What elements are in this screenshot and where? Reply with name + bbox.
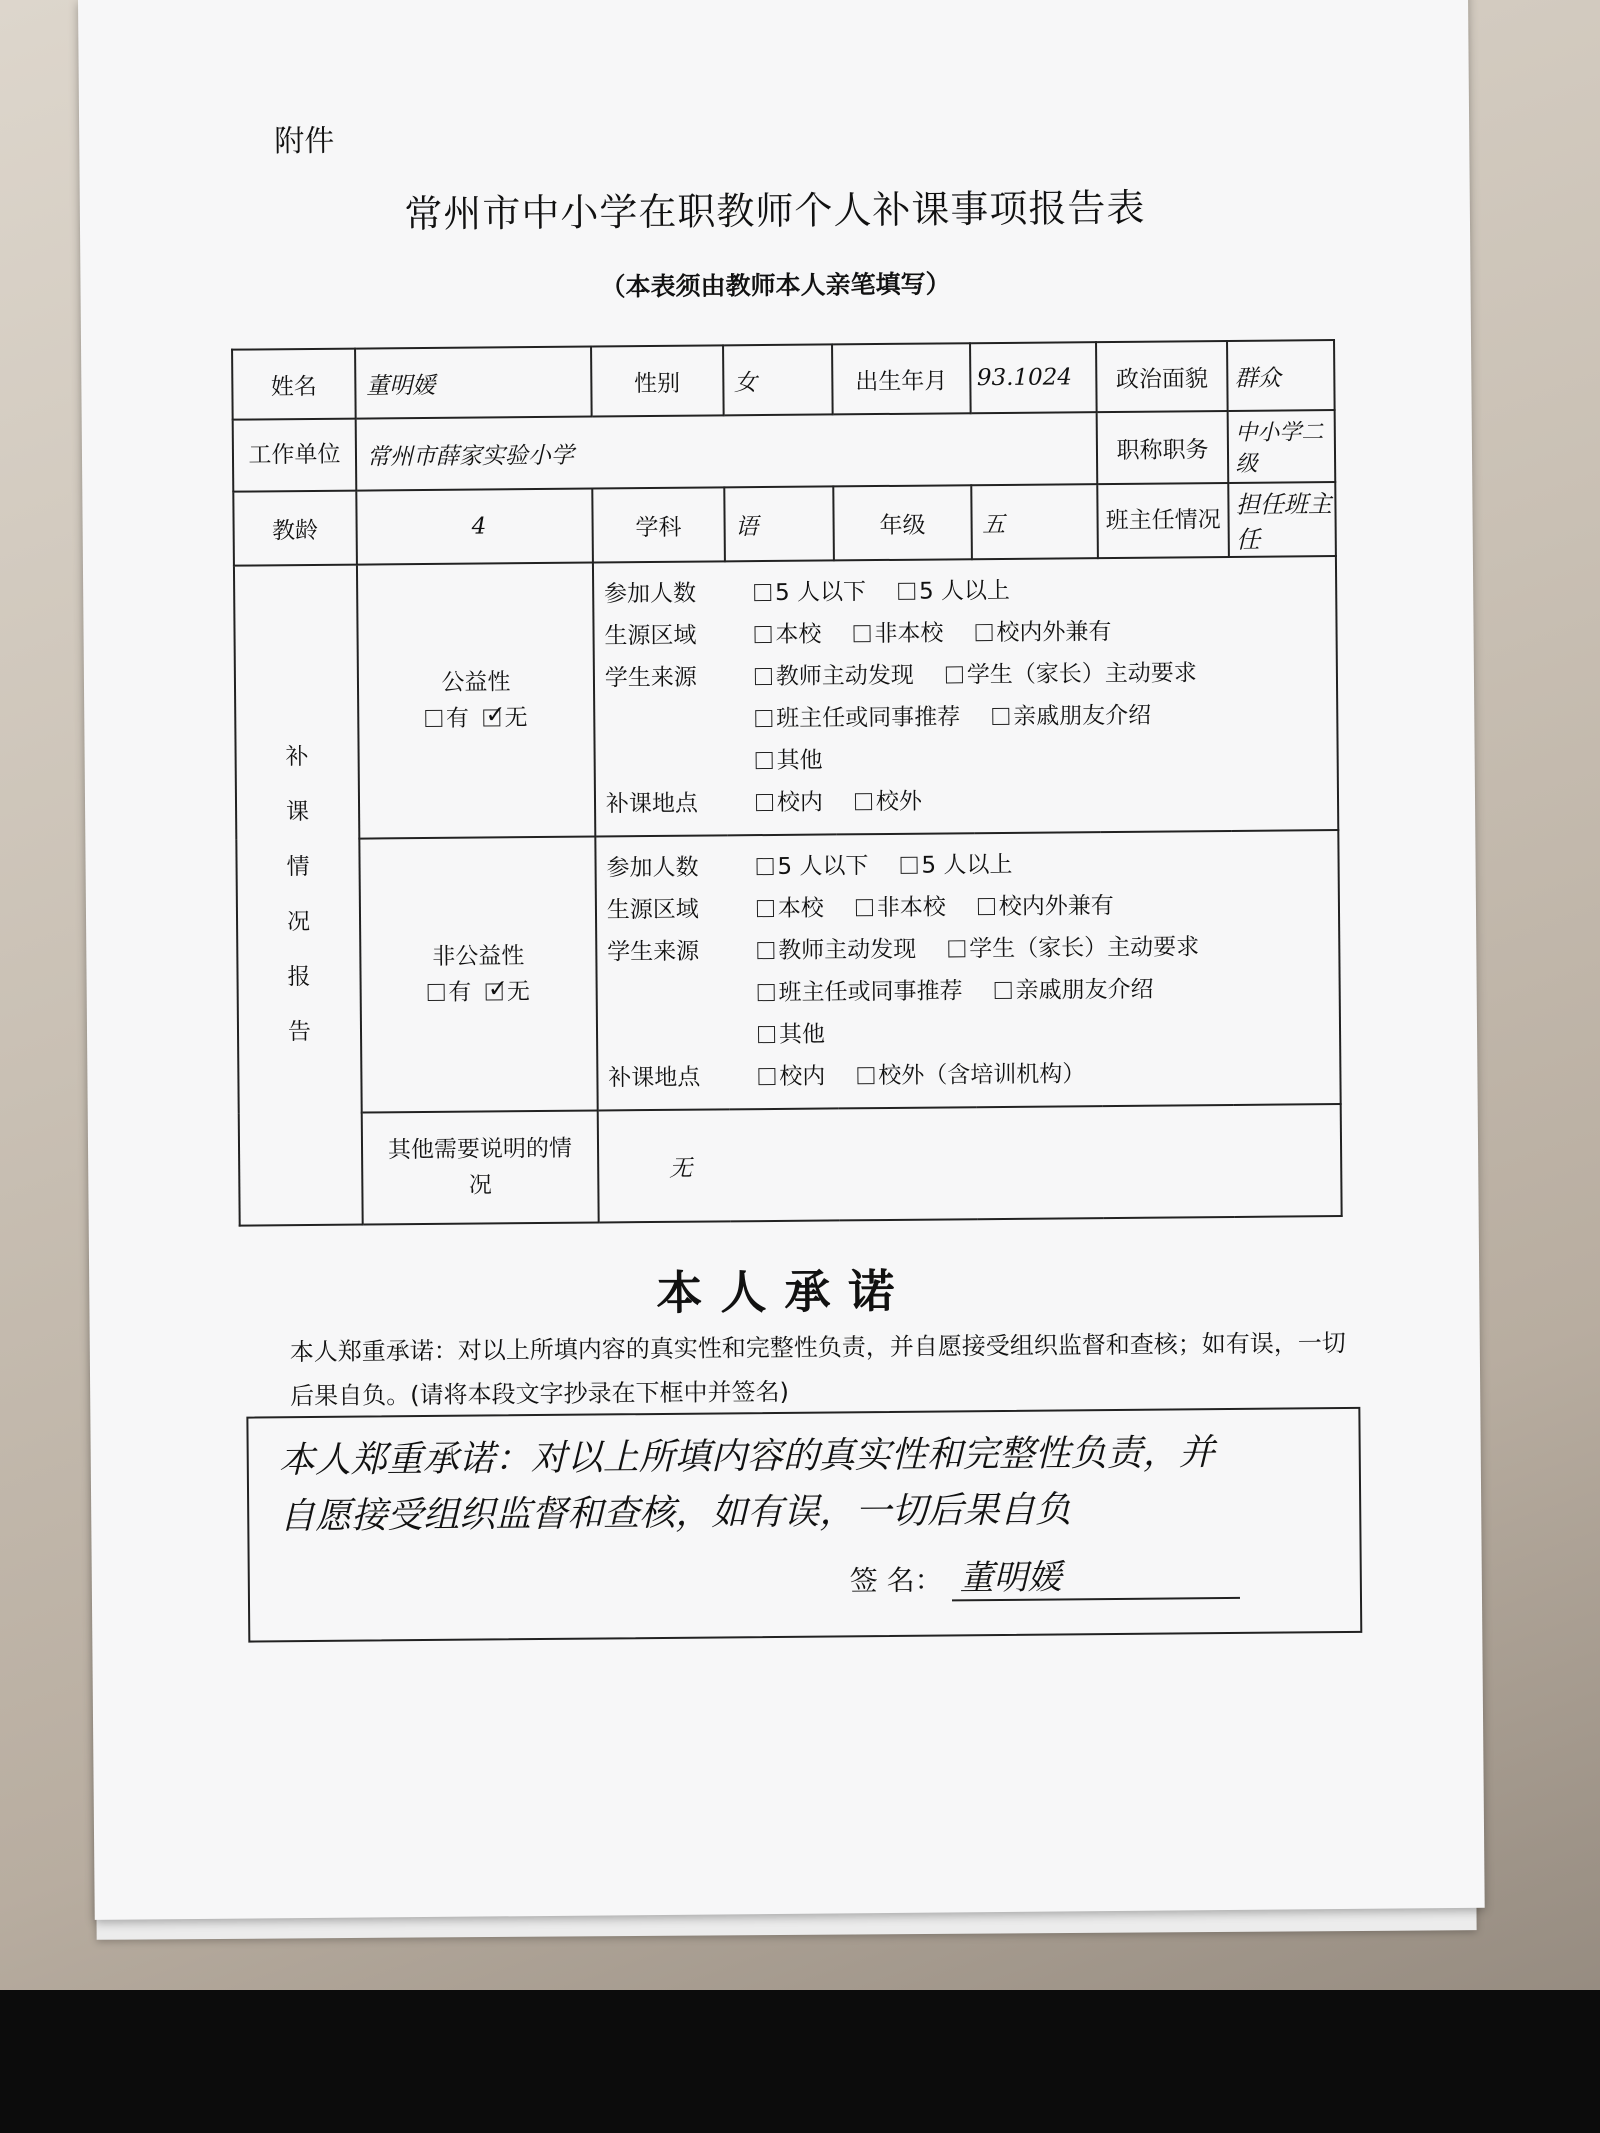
public-category <box>357 563 595 839</box>
signature-label: 签 名： <box>849 1563 943 1598</box>
nonpublic-location-opt2: 校外（含培训机构） <box>878 1061 1086 1090</box>
form-title: 常州市中小学在职教师个人补课事项报告表 <box>404 185 1146 237</box>
public-region-opt2: 非本校 <box>874 620 944 648</box>
public-region-opt2-checkbox[interactable] <box>853 625 870 642</box>
public-location-opt1: 校内 <box>776 789 824 816</box>
public-region-label: 生源区域 <box>604 622 697 650</box>
form-sheet <box>78 0 1485 1920</box>
signature-row <box>850 1548 1240 1602</box>
nonpublic-no-label: 无 <box>506 979 531 1006</box>
nonpublic-region-opt2-checkbox[interactable] <box>856 899 873 916</box>
nonpublic-region-opt3-checkbox[interactable] <box>978 898 995 915</box>
public-source-opt4: 亲戚朋友介绍 <box>1013 702 1152 730</box>
nonpublic-participants-opt1: 5 人以下 <box>777 853 869 880</box>
nonpublic-participants-opt1-checkbox[interactable] <box>756 858 773 875</box>
form-subtitle: （本表须由教师本人亲笔填写） <box>600 269 951 302</box>
political-value: 群众 <box>1227 340 1334 411</box>
public-region-opt1: 本校 <box>775 621 822 648</box>
dark-floor-strip <box>0 1990 1600 2133</box>
nonpublic-location-opt2-checkbox[interactable] <box>857 1067 874 1084</box>
nonpublic-no-checkbox[interactable] <box>486 983 503 1000</box>
nonpublic-source-opt5: 其他 <box>778 1021 826 1048</box>
public-source-opt2-checkbox[interactable] <box>946 666 963 683</box>
attachment-label: 附件 <box>274 123 335 160</box>
nonpublic-source-label: 学生来源 <box>607 938 700 966</box>
other-label: 其他需要说明的情况 <box>362 1111 599 1225</box>
gender-label: 性别 <box>591 345 723 416</box>
nonpublic-region-opt1: 本校 <box>777 895 824 922</box>
nonpublic-region-opt2: 非本校 <box>876 894 946 922</box>
nonpublic-yes-checkbox[interactable] <box>427 984 444 1001</box>
nonpublic-region-opt3: 校内外兼有 <box>998 892 1114 920</box>
signature-value: 董明媛 <box>951 1548 1239 1602</box>
nonpublic-source-opt1-checkbox[interactable] <box>757 942 774 959</box>
public-options <box>593 556 1338 836</box>
public-source-label: 学生来源 <box>604 664 697 692</box>
nonpublic-source-opt2: 学生（家长）主动要求 <box>969 934 1200 963</box>
public-source-opt5: 其他 <box>776 747 823 774</box>
nonpublic-location-label: 补课地点 <box>608 1064 701 1092</box>
promise-text: 本人郑重承诺：对以上所填内容的真实性和完整性负责，并自愿接受组织监督和查核；如有误，一切后果自负。(请将本段文字抄录在下框中并签名) <box>289 1328 1346 1411</box>
public-participants-opt2: 5 人以上 <box>918 577 1011 605</box>
nonpublic-source-opt4-checkbox[interactable] <box>995 982 1012 999</box>
nonpublic-region-label: 生源区域 <box>606 896 699 924</box>
public-region-opt3-checkbox[interactable] <box>975 624 992 641</box>
workplace-label: 工作单位 <box>233 419 357 492</box>
public-participants-opt1: 5 人以下 <box>774 579 867 606</box>
nonpublic-yes-label: 有 <box>448 979 472 1006</box>
nonpublic-category <box>359 837 597 1113</box>
nonpublic-label: 非公益性 <box>432 943 525 970</box>
report-form-table <box>231 339 1343 1227</box>
public-source-opt3: 班主任或同事推荐 <box>776 704 961 732</box>
nonpublic-source-opt3-checkbox[interactable] <box>758 984 775 1001</box>
birth-label: 出生年月 <box>832 343 970 414</box>
public-source-opt1-checkbox[interactable] <box>755 668 772 685</box>
public-location-opt2: 校外 <box>875 788 923 816</box>
public-yes-label: 有 <box>445 705 469 732</box>
public-label: 公益性 <box>441 669 511 696</box>
nonpublic-source-opt5-checkbox[interactable] <box>758 1026 775 1043</box>
title-label: 职称职务 <box>1096 411 1228 484</box>
public-source-opt3-checkbox[interactable] <box>755 710 772 727</box>
public-no-label: 无 <box>504 705 528 732</box>
nonpublic-location-opt1-checkbox[interactable] <box>758 1068 775 1085</box>
public-location-opt2-checkbox[interactable] <box>855 793 872 810</box>
public-participants-label: 参加人数 <box>604 580 697 608</box>
public-source-opt1: 教师主动发现 <box>775 662 914 690</box>
public-source-opt2: 学生（家长）主动要求 <box>966 660 1197 689</box>
workplace-value: 常州市薛家实验小学 <box>356 412 1097 490</box>
public-location-label: 补课地点 <box>605 790 699 818</box>
public-region-opt1-checkbox[interactable] <box>754 626 771 643</box>
nonpublic-region-opt1-checkbox[interactable] <box>757 900 774 917</box>
tutoring-section-text: 补课情况报告 <box>285 744 312 1046</box>
title-value: 中小学二级 <box>1228 410 1335 483</box>
public-source-opt5-checkbox[interactable] <box>755 752 772 769</box>
birth-value: 93.1024 <box>970 342 1097 413</box>
political-label: 政治面貌 <box>1096 341 1228 412</box>
public-region-opt3: 校内外兼有 <box>996 619 1112 647</box>
grade-value: 五 <box>971 484 1098 559</box>
nonpublic-source-opt4: 亲戚朋友介绍 <box>1015 976 1154 1004</box>
public-participants-opt1-checkbox[interactable] <box>754 584 771 601</box>
public-yes-checkbox[interactable] <box>425 710 442 727</box>
promise-title: 本人承诺 <box>656 1263 913 1321</box>
gender-value: 女 <box>723 344 833 415</box>
nonpublic-source-opt2-checkbox[interactable] <box>948 940 965 957</box>
name-label: 姓名 <box>232 349 356 420</box>
public-location-opt1-checkbox[interactable] <box>756 794 773 811</box>
nonpublic-options <box>595 830 1340 1110</box>
teaching-years-value: 4 <box>356 489 593 565</box>
tutoring-section-label <box>234 565 363 1226</box>
name-value: 董明媛 <box>355 347 592 419</box>
public-no-checkbox[interactable] <box>483 709 500 726</box>
nonpublic-participants-label: 参加人数 <box>606 854 699 882</box>
subject-label: 学科 <box>592 487 724 562</box>
nonpublic-participants-opt2-checkbox[interactable] <box>900 857 917 874</box>
grade-label: 年级 <box>834 485 972 560</box>
public-source-opt4-checkbox[interactable] <box>992 708 1009 725</box>
homeroom-value: 担任班主任 <box>1229 482 1336 557</box>
nonpublic-participants-opt2: 5 人以上 <box>921 851 1013 879</box>
nonpublic-source-opt1: 教师主动发现 <box>778 936 917 964</box>
handwritten-line-2: 自愿接受组织监督和查核，如有误，一切后果自负 <box>279 1489 1072 1538</box>
handwritten-line-1: 本人郑重承诺：对以上所填内容的真实性和完整性负责，并 <box>278 1432 1215 1482</box>
nonpublic-location-opt1: 校内 <box>779 1063 826 1090</box>
public-participants-opt2-checkbox[interactable] <box>898 583 915 600</box>
handwritten-promise-box <box>246 1407 1362 1643</box>
homeroom-label: 班主任情况 <box>1097 483 1229 558</box>
subject-value: 语 <box>724 486 834 561</box>
other-value: 无 <box>598 1104 1342 1222</box>
nonpublic-source-opt3: 班主任或同事推荐 <box>778 978 963 1006</box>
teaching-years-label: 教龄 <box>233 491 357 566</box>
